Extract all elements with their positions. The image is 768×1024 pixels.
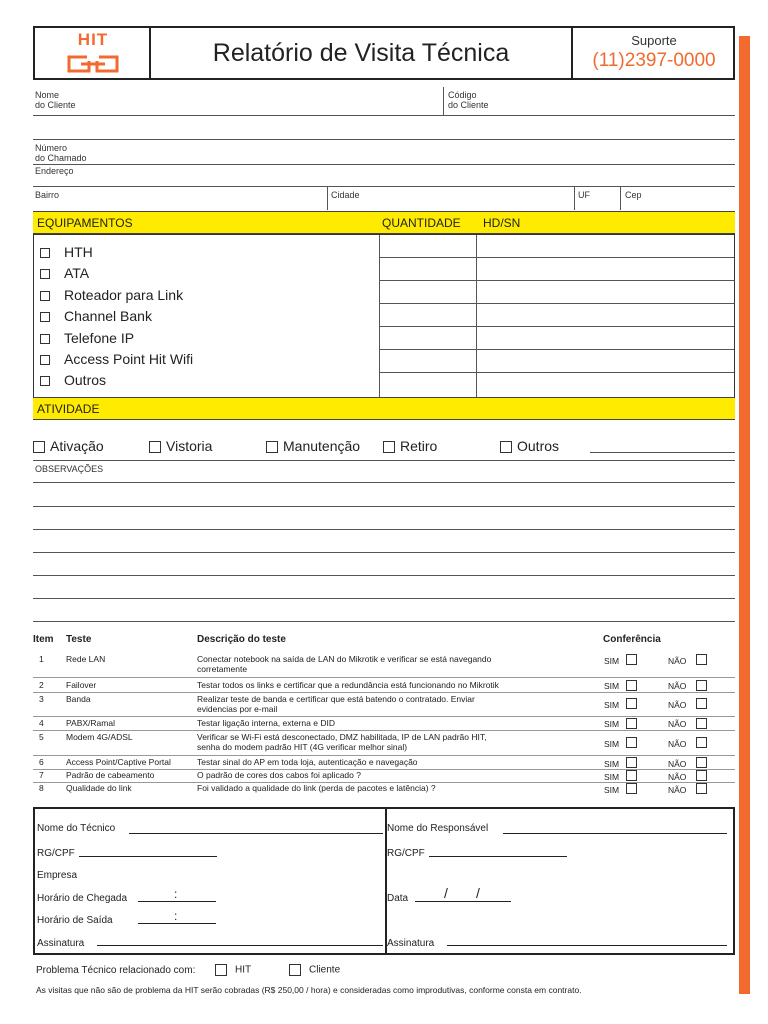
- company-label: Empresa: [37, 870, 78, 881]
- support-cell: [573, 28, 735, 78]
- logo-cell: [35, 28, 151, 78]
- row-divider: [33, 677, 735, 678]
- yes-checkbox[interactable]: [626, 757, 637, 768]
- signature-box: Nome do Técnico RG/CPF Empresa Horário de Chegada : Horário de Saída : Assinatura Nome do Responsável RG/CPF Data / / Assinatura: [33, 807, 735, 955]
- problem-label: Problema Técnico relacionado com:: [36, 965, 196, 976]
- no-checkbox[interactable]: [696, 737, 707, 748]
- checkbox[interactable]: [289, 964, 301, 976]
- activity-header: [33, 397, 735, 420]
- divider: [574, 186, 575, 210]
- address-field[interactable]: [33, 186, 735, 187]
- row-divider: [33, 716, 735, 717]
- yes-checkbox[interactable]: [626, 737, 637, 748]
- ticket-number-label: Número do Chamado: [35, 143, 87, 163]
- arrival-label: Horário de Chegada: [37, 893, 128, 904]
- equipment-box: [33, 234, 735, 398]
- district-label: Bairro: [35, 190, 60, 200]
- observation-line[interactable]: [33, 621, 735, 622]
- tech-rg-field[interactable]: [79, 856, 217, 857]
- checkbox[interactable]: [40, 291, 50, 301]
- row-divider: [33, 730, 735, 731]
- checkbox[interactable]: [40, 269, 50, 279]
- no-checkbox[interactable]: [696, 654, 707, 665]
- observation-line[interactable]: [33, 482, 735, 483]
- observation-line[interactable]: [33, 529, 735, 530]
- yes-checkbox[interactable]: [626, 654, 637, 665]
- divider: [33, 460, 735, 461]
- checkbox[interactable]: [40, 355, 50, 365]
- arrival-field[interactable]: [138, 901, 216, 902]
- departure-field[interactable]: [138, 923, 216, 924]
- equipment-item[interactable]: Outros: [40, 372, 106, 388]
- table-row: 7 Padrão de cabeamento O padrão de cores dos cabos foi aplicado ? SIM NÃO: [0, 770, 740, 782]
- activity-option-outros[interactable]: Outros: [500, 438, 559, 454]
- no-checkbox[interactable]: [696, 680, 707, 691]
- equipment-row-line: [379, 303, 734, 304]
- responsible-name-field[interactable]: [503, 833, 727, 834]
- no-checkbox[interactable]: [696, 757, 707, 768]
- yes-checkbox[interactable]: [626, 698, 637, 709]
- city-label: Cidade: [331, 190, 360, 200]
- col-item-header: Item: [33, 634, 54, 645]
- table-row: 3 Banda Realizar teste de banda e certificar que está batendo o contratado. Enviar evidencias por e-mail SIM NÃO: [0, 694, 740, 716]
- divider: [443, 87, 444, 115]
- equipment-row-line: [379, 257, 734, 258]
- client-name-label: Nome do Cliente: [35, 90, 76, 110]
- col-test-header: Teste: [66, 634, 92, 645]
- divider: [327, 186, 328, 210]
- divider: [620, 186, 621, 210]
- no-checkbox[interactable]: [696, 783, 707, 794]
- uf-label: UF: [578, 190, 590, 200]
- no-checkbox[interactable]: [696, 770, 707, 781]
- cep-label: Cep: [625, 190, 642, 200]
- equipment-row-line: [379, 349, 734, 350]
- checkbox[interactable]: [40, 248, 50, 258]
- responsible-signature-label: Assinatura: [387, 938, 435, 949]
- problem-option-hit[interactable]: HIT: [215, 964, 251, 976]
- support-label: Suporte: [631, 33, 677, 48]
- observations-label: OBSERVAÇÕES: [35, 464, 104, 474]
- checkbox[interactable]: [40, 312, 50, 322]
- logo-text: HIT: [77, 30, 109, 49]
- quantity-header-label: QUANTIDADE: [382, 216, 461, 230]
- responsible-rg-field[interactable]: [429, 856, 567, 857]
- table-row: 8 Qualidade do link Foi validado a qualidade do link (perda de pacotes e latência) ? SIM NÃO: [0, 783, 740, 795]
- yes-checkbox[interactable]: [626, 680, 637, 691]
- equipment-item[interactable]: Access Point Hit Wifi: [40, 351, 193, 367]
- tech-rg-label: RG/CPF: [37, 848, 75, 859]
- activity-option-ativacao[interactable]: Ativação: [33, 438, 104, 454]
- equipment-item[interactable]: Roteador para Link: [40, 287, 183, 303]
- equipment-header: [33, 211, 735, 234]
- checkbox[interactable]: [215, 964, 227, 976]
- table-row: 1 Rede LAN Conectar notebook na saída de LAN do Mikrotik e verificar se está navegando corretamente SIM NÃO: [0, 654, 740, 678]
- address-label: Endereço: [35, 166, 74, 176]
- page-title: Relatório de Visita Técnica: [151, 28, 573, 78]
- serial-header-label: HD/SN: [483, 216, 521, 230]
- ticket-number-field[interactable]: [33, 164, 735, 165]
- tech-signature-label: Assinatura: [37, 938, 85, 949]
- report-header: [33, 26, 735, 80]
- equipment-row-line: [379, 326, 734, 327]
- checkbox[interactable]: [40, 334, 50, 344]
- problem-option-client[interactable]: Cliente: [289, 964, 340, 976]
- table-row: 6 Access Point/Captive Portal Testar sinal do AP em toda loja, autenticação e navegação SIM NÃO: [0, 757, 740, 769]
- table-row: 2 Failover Testar todos os links e certificar que a redundância está funcionando no Mikrotik SIM NÃO: [0, 680, 740, 692]
- yes-checkbox[interactable]: [626, 770, 637, 781]
- decorative-side-bar: [739, 36, 750, 994]
- yes-checkbox[interactable]: [626, 783, 637, 794]
- divider: [33, 139, 735, 140]
- client-name-field[interactable]: [33, 115, 735, 116]
- observation-line[interactable]: [33, 552, 735, 553]
- support-phone: (11)2397-0000: [592, 50, 716, 71]
- activity-option-vistoria[interactable]: Vistoria: [149, 438, 212, 454]
- equipment-row-line: [379, 280, 734, 281]
- activity-option-manutencao[interactable]: Manutenção: [266, 438, 360, 454]
- observation-line[interactable]: [33, 506, 735, 507]
- equipment-item[interactable]: Channel Bank: [40, 308, 152, 324]
- billing-notice: As visitas que não são de problema da HIT serão cobradas (R$ 250,00 / hora) e consideradas como improdutivas, conforme consta em contrato.: [36, 985, 582, 995]
- tech-signature-field[interactable]: [97, 945, 383, 946]
- no-checkbox[interactable]: [696, 698, 707, 709]
- responsible-rg-label: RG/CPF: [387, 848, 425, 859]
- date-label: Data: [387, 893, 409, 904]
- no-checkbox[interactable]: [696, 718, 707, 729]
- responsible-signature-field[interactable]: [447, 945, 727, 946]
- col-check-header: Conferência: [603, 634, 661, 645]
- activity-other-field[interactable]: [590, 452, 735, 453]
- observation-line[interactable]: [33, 575, 735, 576]
- tech-name-label: Nome do Técnico: [37, 823, 116, 834]
- checkbox[interactable]: [500, 441, 512, 453]
- observation-line[interactable]: [33, 598, 735, 599]
- equipment-item[interactable]: ATA: [40, 265, 89, 281]
- checkbox[interactable]: [40, 376, 50, 386]
- col-description-header: Descrição do teste: [197, 634, 286, 645]
- activity-header-label: ATIVIDADE: [37, 402, 100, 416]
- checkbox[interactable]: [266, 441, 278, 453]
- table-row: 5 Modem 4G/ADSL Verificar se Wi-Fi está desconectado, DMZ habilitada, IP de LAN padrão HIT, senha do modem padrão HIT (4G verificar melhor sinal) SIM NÃO: [0, 732, 740, 754]
- checkbox[interactable]: [149, 441, 161, 453]
- checkbox[interactable]: [383, 441, 395, 453]
- equipment-header-label: EQUIPAMENTOS: [37, 216, 133, 230]
- row-divider: [33, 692, 735, 693]
- tech-name-field[interactable]: [129, 833, 383, 834]
- row-divider: [33, 755, 735, 756]
- date-field[interactable]: [415, 901, 511, 902]
- equipment-row-line: [379, 372, 734, 373]
- client-code-label: Código do Cliente: [448, 90, 489, 110]
- equipment-item[interactable]: HTH: [40, 244, 93, 260]
- yes-checkbox[interactable]: [626, 718, 637, 729]
- table-row: 4 PABX/Ramal Testar ligação interna, externa e DID SIM NÃO: [0, 718, 740, 730]
- checkbox[interactable]: [33, 441, 45, 453]
- activity-option-retiro[interactable]: Retiro: [383, 438, 437, 454]
- departure-label: Horário de Saída: [37, 915, 113, 926]
- responsible-name-label: Nome do Responsável: [387, 823, 489, 834]
- equipment-item[interactable]: Telefone IP: [40, 330, 134, 346]
